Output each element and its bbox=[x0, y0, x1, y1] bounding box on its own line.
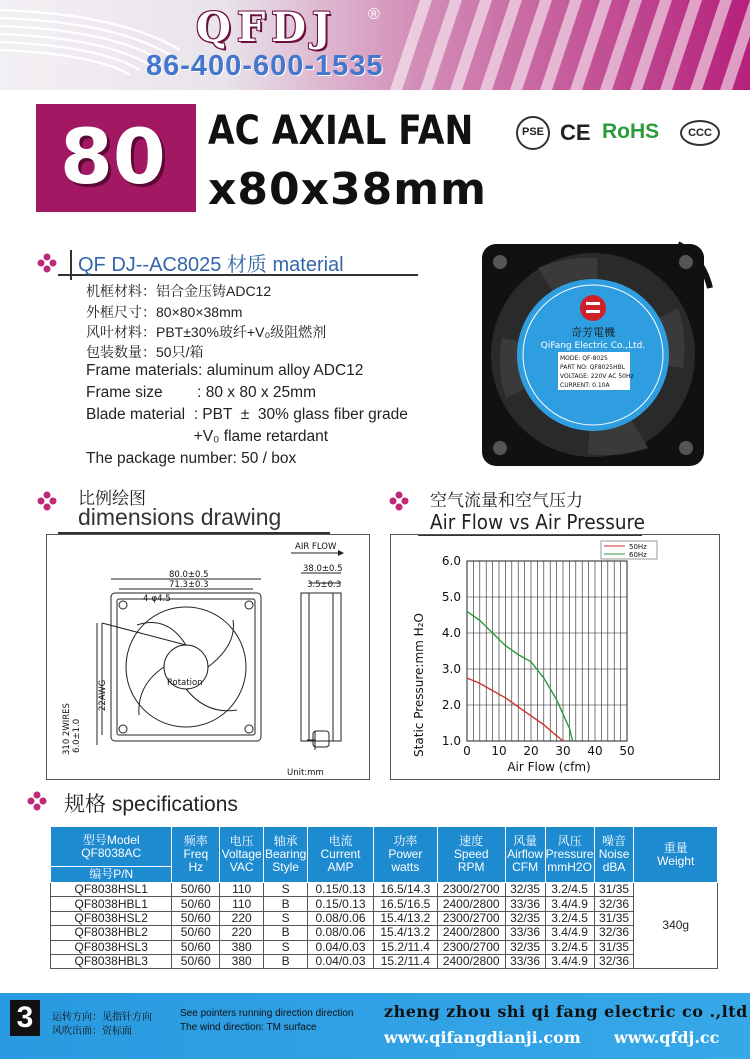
chart-y-tick-label: 3.0 bbox=[441, 662, 461, 676]
material-cn-line: 外框尺寸：80×80×38mm bbox=[86, 304, 243, 320]
table-cell: QF8038HSL3 bbox=[51, 940, 172, 954]
size-number: 80 bbox=[60, 112, 166, 201]
fan-maker-cn: 奇芳電機 bbox=[571, 326, 615, 339]
table-cell: 0.15/0.13 bbox=[308, 897, 374, 911]
table-row bbox=[51, 940, 718, 954]
table-cell: 32/35 bbox=[505, 883, 545, 897]
table-cell: S bbox=[264, 883, 308, 897]
registered-mark: ® bbox=[368, 6, 380, 23]
table-cell: 0.04/0.03 bbox=[308, 940, 374, 954]
flower-bullet-icon bbox=[26, 790, 48, 812]
col-voltage: 电压 Voltage VAC bbox=[220, 827, 264, 883]
col-speed: 速度 Speed RPM bbox=[437, 827, 505, 883]
chart-x-tick-label: 20 bbox=[523, 744, 539, 758]
table-cell: 220 bbox=[220, 926, 264, 940]
table-cell: 33/36 bbox=[505, 954, 545, 968]
material-en-line: +V₀ flame retardant bbox=[86, 428, 329, 445]
table-cell: 380 bbox=[220, 940, 264, 954]
ce-cert-icon: CE bbox=[560, 120, 591, 145]
chart-legend-label: 60Hz bbox=[629, 551, 647, 559]
specs-heading bbox=[64, 788, 238, 818]
fan-part: PART NO: QF8025HBL bbox=[560, 364, 626, 371]
col-noise: 噪音 Noise dBA bbox=[594, 827, 634, 883]
table-cell: 31/35 bbox=[594, 940, 634, 954]
company-name: zheng zhou shi qi fang electric co .,ltd bbox=[384, 1002, 748, 1021]
specs-heading-cn: 规格 bbox=[64, 793, 106, 816]
dimensions-heading-cn: 比例绘图 bbox=[78, 489, 146, 508]
material-heading: QF DJ--AC8025 材质 material bbox=[78, 254, 344, 276]
table-row bbox=[51, 926, 718, 940]
chart-x-tick-label: 30 bbox=[555, 744, 571, 758]
rohs-cert-icon: RoHS bbox=[602, 120, 660, 143]
footer-note-cn-1: 运转方向：见指针方向 bbox=[52, 1012, 152, 1023]
specs-heading-en: specifications bbox=[111, 793, 238, 816]
dimensions-heading-en: dimensions drawing bbox=[78, 504, 282, 530]
table-cell: 0.08/0.06 bbox=[308, 926, 374, 940]
table-cell: 3.2/4.5 bbox=[545, 940, 594, 954]
air-flow-label: AIR FLOW bbox=[295, 542, 337, 552]
table-cell: 50/60 bbox=[172, 911, 220, 925]
table-cell: 220 bbox=[220, 911, 264, 925]
holes-label: 4-φ4.5 bbox=[143, 594, 171, 604]
flange-label: 3.5±0.3 bbox=[307, 580, 342, 590]
table-cell: S bbox=[264, 940, 308, 954]
model-cn: 型号Model bbox=[82, 832, 140, 847]
table-cell: 3.2/4.5 bbox=[545, 911, 594, 925]
wires-label: 310 2WIRES bbox=[62, 703, 72, 755]
fan-model: MODE: QF-8025 bbox=[560, 355, 608, 362]
fan-maker-en: QiFang Electric Co.,Ltd. bbox=[540, 341, 646, 351]
flower-bullet-icon bbox=[36, 252, 58, 274]
table-cell: 0.15/0.13 bbox=[308, 883, 374, 897]
col-model bbox=[51, 827, 172, 867]
dimensions-drawing bbox=[46, 534, 370, 780]
table-cell: 50/60 bbox=[172, 897, 220, 911]
table-cell: B bbox=[264, 926, 308, 940]
table-cell: 3.4/4.9 bbox=[545, 926, 594, 940]
fan-product-photo bbox=[478, 238, 718, 470]
table-cell: 16.5/14.3 bbox=[373, 883, 437, 897]
page-number: 3 bbox=[10, 1000, 40, 1036]
table-row bbox=[51, 954, 718, 968]
chart-y-tick-label: 2.0 bbox=[441, 698, 461, 712]
table-cell: 0.04/0.03 bbox=[308, 954, 374, 968]
width-outer-label: 80.0±0.5 bbox=[169, 570, 209, 580]
material-cn-line: 机框材料：铝合金压铸ADC12 bbox=[86, 283, 272, 299]
chart-y-tick-label: 6.0 bbox=[441, 554, 461, 568]
table-cell: 2300/2700 bbox=[437, 940, 505, 954]
spec-table bbox=[50, 826, 718, 969]
table-cell: 50/60 bbox=[172, 883, 220, 897]
table-cell: 0.08/0.06 bbox=[308, 911, 374, 925]
table-cell: 3.4/4.9 bbox=[545, 897, 594, 911]
table-cell: 2400/2800 bbox=[437, 897, 505, 911]
table-cell: 50/60 bbox=[172, 954, 220, 968]
material-cn-line: 包装数量：50只/箱 bbox=[86, 344, 204, 360]
brand-logo: QFDJ bbox=[196, 4, 337, 51]
col-weight: 重量 Weight bbox=[634, 827, 718, 883]
phone-number: 86-400-600-1535 bbox=[146, 50, 384, 82]
material-en-line: The package number: 50 / box bbox=[86, 450, 297, 467]
table-cell: 2400/2800 bbox=[437, 954, 505, 968]
table-cell: 110 bbox=[220, 883, 264, 897]
wires-tolerance-label: 6.0±1.0 bbox=[72, 718, 82, 753]
table-cell: 32/35 bbox=[505, 940, 545, 954]
weight-cell: 340g bbox=[634, 883, 718, 969]
table-cell: 50/60 bbox=[172, 940, 220, 954]
col-bearing: 轴承 Bearing Style bbox=[264, 827, 308, 883]
chart-x-tick-label: 50 bbox=[619, 744, 635, 758]
chart-x-tick-label: 0 bbox=[463, 744, 471, 758]
chart-y-tick-label: 1.0 bbox=[441, 734, 461, 748]
material-en-line: Frame size : 80 x 80 x 25mm bbox=[86, 384, 316, 401]
table-cell: 32/36 bbox=[594, 897, 634, 911]
table-cell: S bbox=[264, 911, 308, 925]
table-cell: 15.2/11.4 bbox=[373, 954, 437, 968]
footer-note-cn-2: 风吹出面：资标面 bbox=[52, 1026, 132, 1037]
website-link-short[interactable]: www.qfdj.cc bbox=[614, 1028, 720, 1047]
table-cell: 15.4/13.2 bbox=[373, 926, 437, 940]
airflow-heading-en: Air Flow vs Air Pressure bbox=[430, 510, 645, 534]
table-cell: QF8038HBL2 bbox=[51, 926, 172, 940]
fan-current: CURRENT: 0.10A bbox=[560, 382, 610, 389]
col-pn: 编号P/N bbox=[51, 867, 172, 883]
chart-y-axis-label: Static Pressure:mm H₂O bbox=[412, 613, 426, 757]
material-en-line: Frame materials: aluminum alloy ADC12 bbox=[86, 362, 364, 379]
table-cell: 3.2/4.5 bbox=[545, 883, 594, 897]
table-cell: QF8038HSL1 bbox=[51, 883, 172, 897]
table-cell: 15.2/11.4 bbox=[373, 940, 437, 954]
chart-plot-frame bbox=[467, 561, 627, 741]
flower-bullet-icon bbox=[36, 490, 58, 512]
product-title: AC AXIAL FAN bbox=[208, 108, 474, 154]
chart-legend-label: 50Hz bbox=[629, 543, 647, 551]
material-en-line: Blade material : PBT ± 30% glass fiber grade bbox=[86, 406, 408, 423]
website-link[interactable]: www.qifangdianji.com bbox=[384, 1028, 581, 1047]
table-cell: QF8038HBL3 bbox=[51, 954, 172, 968]
fan-voltage: VOLTAGE: 220V AC 50Hz bbox=[560, 373, 634, 380]
col-power: 功率 Power watts bbox=[373, 827, 437, 883]
awg-label: 22AWG bbox=[98, 679, 108, 711]
table-cell: B bbox=[264, 897, 308, 911]
rotation-label: Rotation bbox=[167, 678, 203, 688]
table-row bbox=[51, 911, 718, 925]
table-cell: 3.4/4.9 bbox=[545, 954, 594, 968]
chart-x-axis-label: Air Flow (cfm) bbox=[507, 760, 591, 774]
table-cell: 2300/2700 bbox=[437, 911, 505, 925]
chart-y-tick-label: 5.0 bbox=[441, 590, 461, 604]
width-holes-label: 71.3±0.3 bbox=[169, 580, 209, 590]
table-cell: QF8038HSL2 bbox=[51, 911, 172, 925]
table-cell: 33/36 bbox=[505, 897, 545, 911]
table-cell: 16.5/16.5 bbox=[373, 897, 437, 911]
ccc-cert-icon: CCC bbox=[680, 120, 720, 146]
table-cell: 2300/2700 bbox=[437, 883, 505, 897]
table-cell: 15.4/13.2 bbox=[373, 911, 437, 925]
footer-note-en-2: The wind direction: TM surface bbox=[180, 1022, 317, 1033]
chart-x-tick-label: 40 bbox=[587, 744, 603, 758]
flower-bullet-icon bbox=[388, 490, 410, 512]
table-cell: 110 bbox=[220, 897, 264, 911]
table-cell: 2400/2800 bbox=[437, 926, 505, 940]
col-freq: 频率 Freq Hz bbox=[172, 827, 220, 883]
material-cn-line: 风叶材料：PBT±30%玻纤+V₀级阻燃剂 bbox=[86, 324, 327, 340]
model-en: QF8038AC bbox=[81, 845, 142, 860]
dimension-svg bbox=[47, 535, 371, 781]
chart-x-tick-label: 10 bbox=[491, 744, 507, 758]
table-cell: B bbox=[264, 954, 308, 968]
table-cell: 32/36 bbox=[594, 926, 634, 940]
chart-y-tick-label: 4.0 bbox=[441, 626, 461, 640]
table-cell: QF8038HBL1 bbox=[51, 897, 172, 911]
col-pressure: 风压 Pressure mmH2O bbox=[545, 827, 594, 883]
table-row bbox=[51, 883, 718, 897]
table-cell: 50/60 bbox=[172, 926, 220, 940]
chart-svg bbox=[391, 535, 721, 781]
col-airflow: 风量 Airflow CFM bbox=[505, 827, 545, 883]
table-row bbox=[51, 897, 718, 911]
table-cell: 380 bbox=[220, 954, 264, 968]
table-cell: 32/36 bbox=[594, 954, 634, 968]
footer-note-en-1: See pointers running direction direction bbox=[180, 1008, 354, 1019]
airflow-heading-cn: 空气流量和空气压力 bbox=[430, 491, 583, 510]
product-dimensions: x80x38mm bbox=[208, 164, 487, 215]
table-cell: 31/35 bbox=[594, 883, 634, 897]
pse-cert-icon: PSE bbox=[516, 116, 550, 150]
unit-label: Unit:mm bbox=[287, 768, 324, 778]
table-cell: 33/36 bbox=[505, 926, 545, 940]
col-current: 电流 Current AMP bbox=[308, 827, 374, 883]
airflow-chart bbox=[390, 534, 720, 780]
depth-label: 38.0±0.5 bbox=[303, 564, 343, 574]
table-cell: 32/35 bbox=[505, 911, 545, 925]
table-cell: 31/35 bbox=[594, 911, 634, 925]
